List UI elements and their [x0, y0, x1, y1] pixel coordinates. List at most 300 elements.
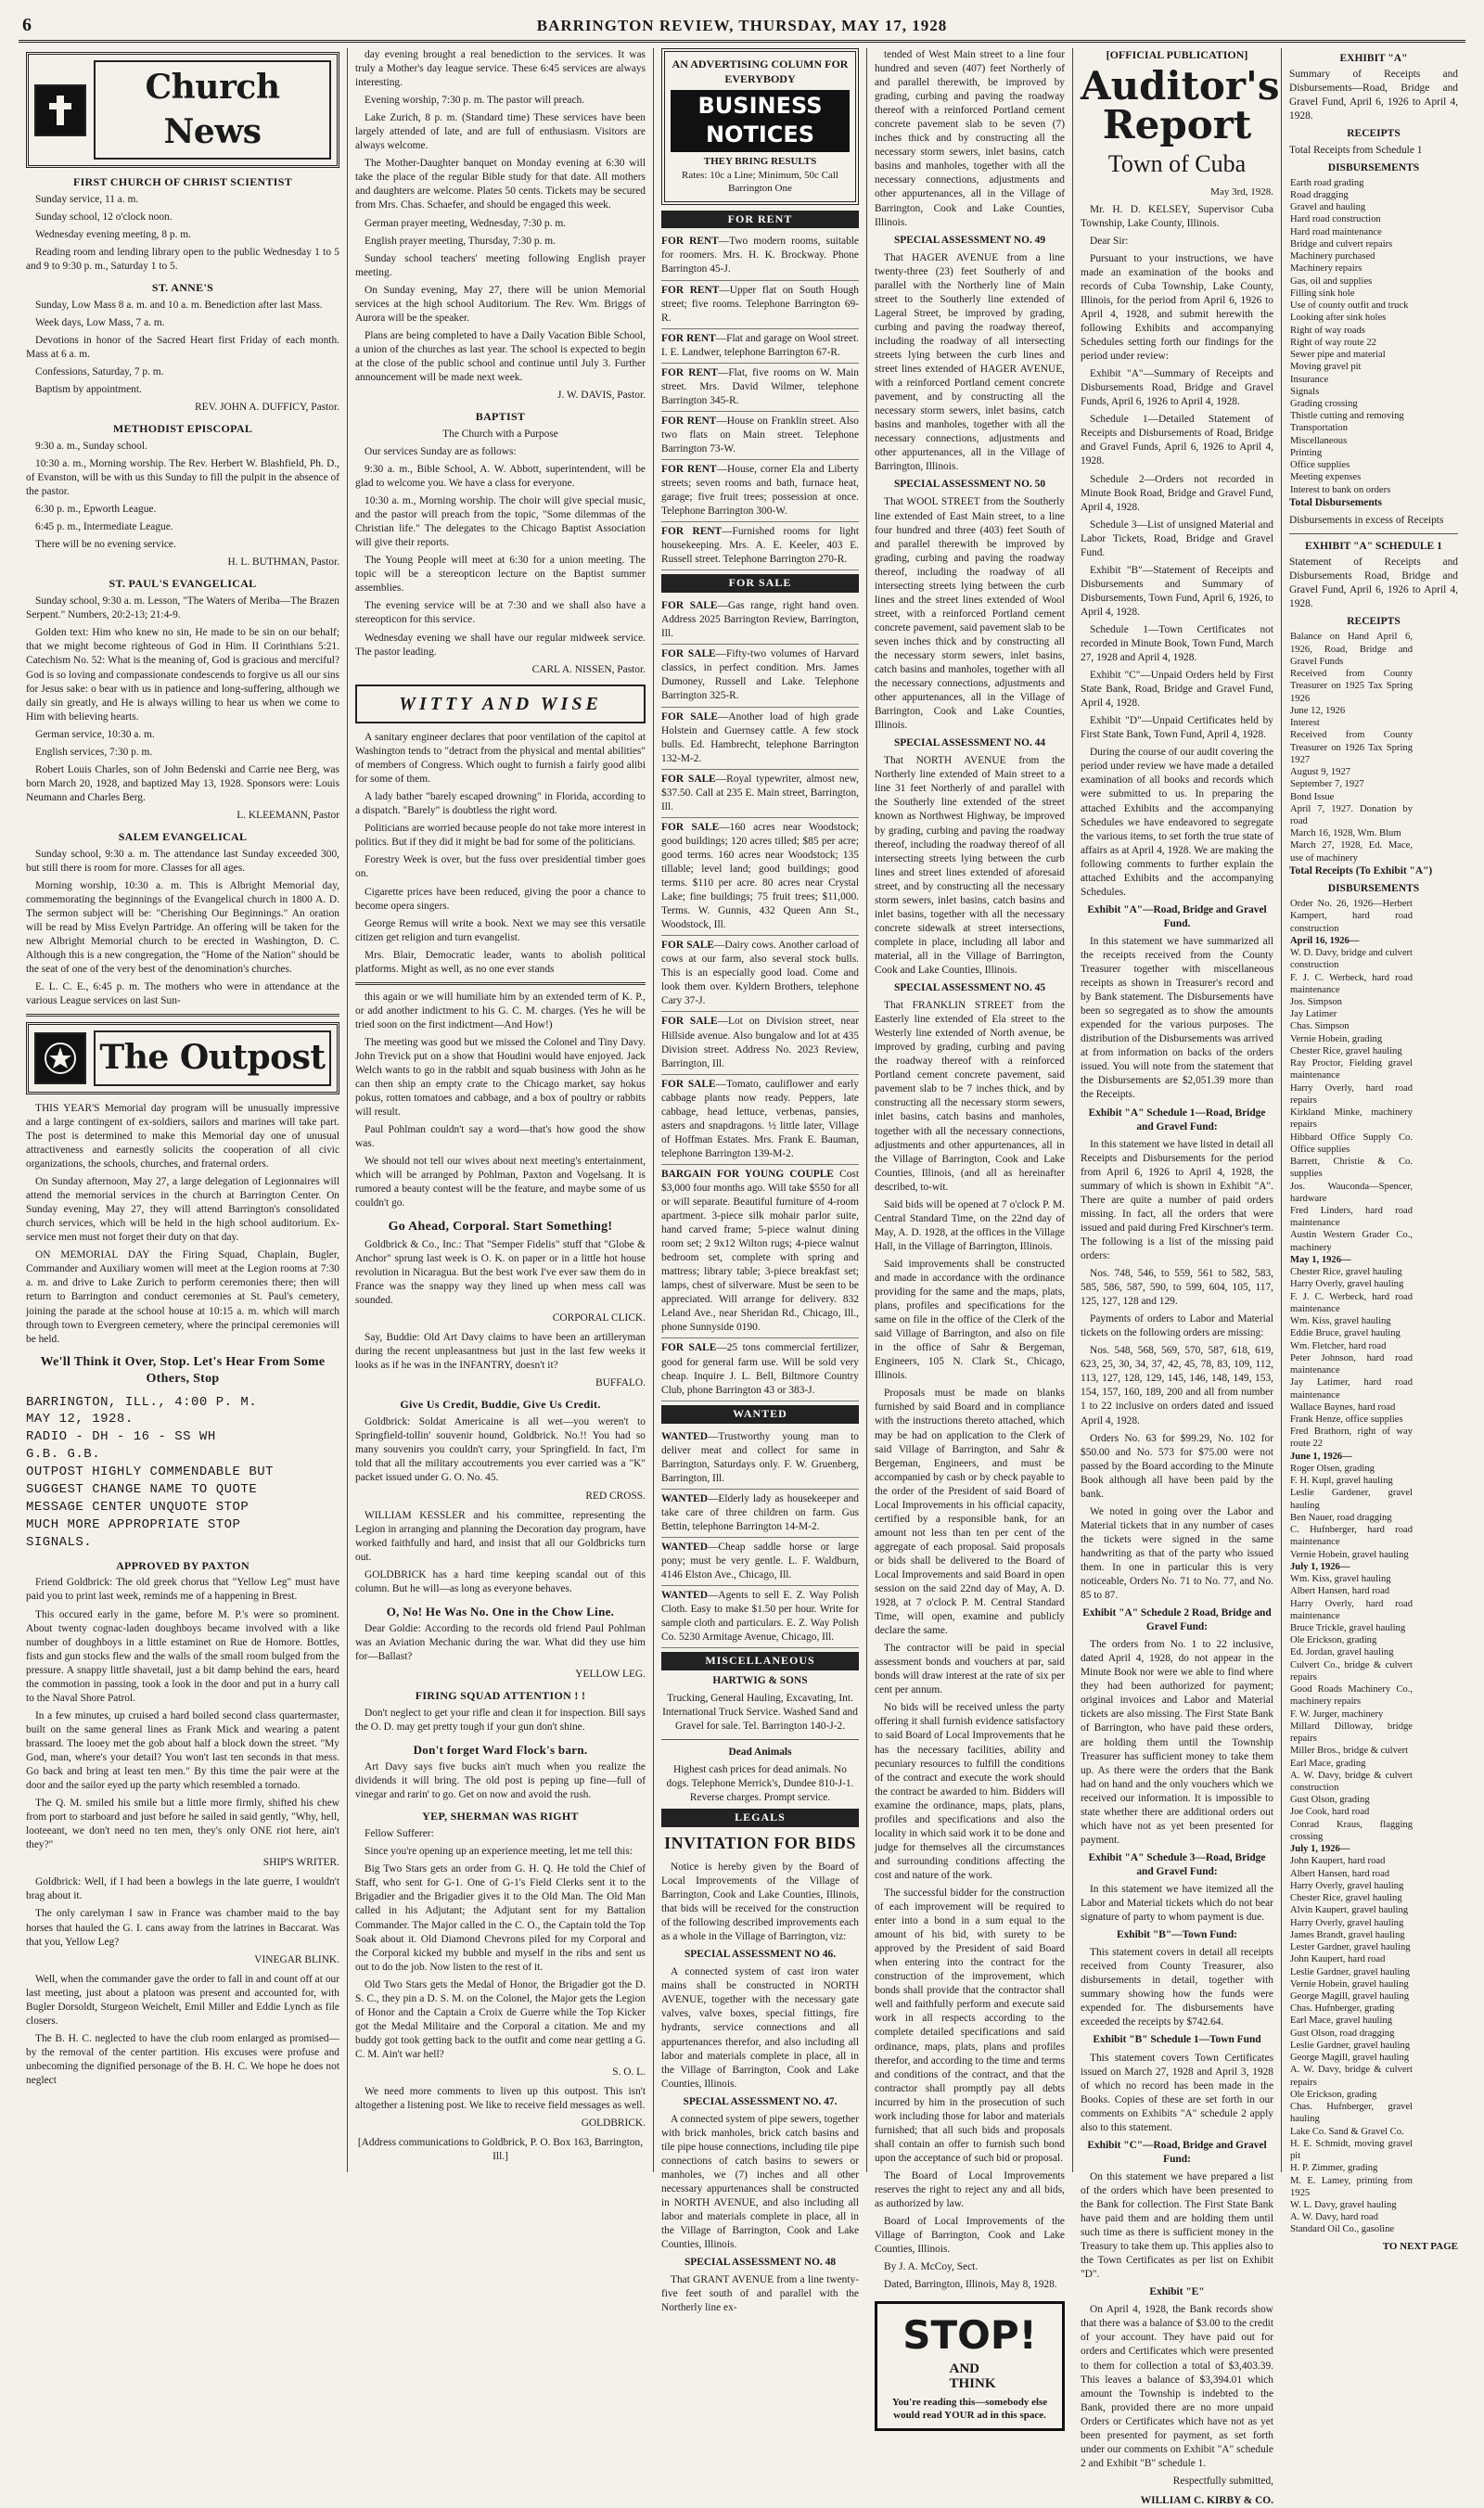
ledger-item: Chester Rice, gravel hauling — [1290, 1267, 1402, 1278]
ledger-amount — [1414, 1254, 1458, 1266]
ledger-amount — [1414, 1229, 1458, 1253]
subheading: The Church with a Purpose — [442, 428, 558, 440]
ledger-row — [1289, 1622, 1458, 1634]
ledger-amount — [1414, 1463, 1458, 1475]
ledger-amount — [1414, 288, 1458, 300]
text-line: Politicians are worried because people do not take more interest in politics. But if they did it might be bad for some of the politicians. — [355, 823, 646, 849]
ledger-amount — [1414, 2015, 1458, 2027]
text-line: Well, when the commander gave the order to fall in and count off at our last meeting, just about a platoon was present and accounted for, with Bugler Dorsoldt, Sturgeon Weichelt, Emil Miller and Eddie Lynch as file closers. — [26, 1973, 339, 2027]
ledger-row — [1289, 213, 1458, 225]
ledger-row — [1289, 1254, 1458, 1266]
ledger-item: Wm. Fletcher, hard road — [1290, 1340, 1387, 1351]
column-auditor-report — [1073, 48, 1282, 2506]
section-heading: ST. PAUL'S EVANGELICAL — [109, 577, 257, 591]
column-ledger — [1282, 48, 1465, 2252]
section-bar: LEGALS — [661, 1809, 859, 1827]
text-line: On Sunday afternoon, May 27, a large delegation of Legionnaires will attend the memorial services in the church at Barrington Center. On Sunday evening, May 27, they will attend Barrington's consolidated church services, which will be held in the high school auditorium. Ex-service men must not forget their duty on that day. — [26, 1176, 339, 1244]
ledger-amount — [1414, 1376, 1458, 1401]
text-line: The evening service will be at 7:30 and we shall also have a stereopticon for this service. — [355, 600, 646, 626]
ledger-item: Harry Overly, gravel hauling — [1290, 1880, 1404, 1891]
salem-lines — [26, 848, 339, 1009]
firing-paragraph: Don't neglect to get your rifle and clean it for inspection. Bill says the O. D. may get pretty tough if your gun don't shine. — [355, 1708, 646, 1734]
ledger-item: June 12, 1926 — [1290, 705, 1346, 716]
ledger-item: Gust Olson, grading — [1290, 1795, 1370, 1806]
ledger-item: Vernie Hobein, gravel hauling — [1290, 1978, 1409, 1990]
ledger-amount — [1414, 1561, 1458, 1573]
ledger-amount — [1414, 898, 1458, 935]
ledger-row — [1289, 262, 1458, 275]
ledger-row — [1289, 668, 1458, 705]
ledger-item: Harry Overly, gravel hauling — [1290, 1279, 1404, 1290]
st-pauls-lines — [26, 595, 339, 805]
ledger-item: H. E. Schmidt, moving gravel pit — [1290, 2138, 1413, 2162]
ledger-amount — [1414, 827, 1458, 839]
signature: CORPORAL CLICK. — [552, 1312, 646, 1324]
ledger-row — [1289, 226, 1458, 238]
text-line: Exhibit "B" Schedule 1—Town Fund — [1093, 2034, 1261, 2046]
cross-icon — [34, 84, 86, 136]
ledger-amount — [1414, 410, 1458, 422]
ledger-row — [1289, 1451, 1458, 1463]
ledger-item: Wallace Baynes, hard road — [1290, 1401, 1396, 1413]
text-line: George Remus will write a book. Next we may see this versatile citizen get religion and turn evangelist. — [355, 917, 646, 943]
ledger-amount — [1414, 2101, 1458, 2125]
ledger-item: Signals — [1290, 386, 1320, 397]
ledger-row — [1289, 1205, 1458, 1229]
ledger-item: Transportation — [1290, 423, 1348, 434]
ledger-row — [1289, 2089, 1458, 2101]
legion-emblem-icon — [34, 1032, 86, 1084]
text-line: Orders No. 63 for $99.29, No. 102 for $50.00 and No. 573 for $75.00 were not passed by the Board according to the Minute Book although all have been paid by the bank. — [1081, 1432, 1273, 1500]
ledger-amount — [1414, 1181, 1458, 1205]
ledger-row — [1289, 1659, 1458, 1683]
text-line: The only carelyman I saw in France was chamber maid to the bay horses that hauled the G. I. cans away from the latrines in Baccarat. Was that you, Yellow Leg? — [26, 1908, 339, 1948]
pastor-signature: H. L. BUTHMAN, Pastor. — [227, 557, 339, 569]
ledger-item: Ole Erickson, grading — [1290, 2089, 1377, 2100]
ledger-item: W. L. Davy, gravel hauling — [1290, 2199, 1397, 2210]
ledger-row — [1289, 459, 1458, 471]
text-line: Paul Pohlman couldn't say a word—that's how good the show was. — [355, 1124, 646, 1150]
pastor-signature: L. KLEEMANN, Pastor — [237, 809, 339, 821]
ledger-amount — [1414, 177, 1458, 189]
ledger-row — [1289, 839, 1458, 864]
text-line: Goldbrick & Co., Inc.: That "Semper Fidelis" stuff that "Globe & Anchor" sprung last week is O. K. on paper or in a little hot house revolution in Nicaragua. But the best work I've ever saw them do in France was the snappy way they lined up when mess call was sounded. — [355, 1238, 646, 1307]
ledger-amount — [1414, 250, 1458, 262]
ledger-item: Jay Latimer — [1290, 1009, 1337, 1020]
first-church-lines — [26, 193, 339, 274]
ledger-item: March 27, 1928, Ed. Mace, use of machinery — [1290, 840, 1413, 864]
ledger-row — [1289, 1634, 1458, 1646]
text-line: BARGAIN FOR YOUNG COUPLE Cost $3,000 four months ago. Will take $550 for all or will separate. Beautiful furniture of 4-room apartment. 3-piece silk mohair parlor suite, hand carved frame; 5-piece walnut dining room set; 2 9x12 Wilton rugs; 4-piece walnut bedroom set, complete with spring and mattress; library table; 3-piece breakfast set; lamps, chest of silverware. Must be seen to be appreciated. Will arrange for delivery. 832 Leland Ave., near Sheridan Rd., Chicago, Ill., phone Sunnyside 0190. — [661, 1165, 859, 1339]
text-line: Nos. 548, 568, 569, 570, 587, 618, 619, 623, 25, 30, 34, 37, 42, 45, 78, 83, 109, 112, 113, 127, 128, 129, 145, 146, 148, 149, 153, 154, 157, 160, 189, 200 and all from number 1 to 22 inclusive on orders dated and issued April 4, 1928. — [1081, 1345, 1273, 1427]
ledger-item: John Kaupert, hard road — [1290, 1856, 1386, 1867]
text-line: Sunday school teachers' meeting following English prayer meeting. — [355, 252, 646, 278]
ledger-item: Jay Latimer, hard road maintenance — [1290, 1377, 1413, 1401]
church-news-header — [26, 52, 339, 168]
text-line: SPECIAL ASSESSMENT NO 46. — [684, 1949, 837, 1961]
exhibit-subtitle: Summary of Receipts and Disbursements—Road, Bridge and Gravel Fund, April 6, 1926 to April 4, 1928. — [1289, 69, 1458, 122]
ledger-row — [1289, 1020, 1458, 1032]
ledger-row — [1289, 201, 1458, 213]
ledger-row — [1289, 471, 1458, 483]
banner-rates: Rates: 10c a Line; Minimum, 50c Call Barrington One — [682, 169, 838, 195]
ledger-row — [1289, 288, 1458, 300]
ledger-amount — [1414, 1291, 1458, 1315]
ledger-item: Received from County Treasurer on 1926 Tax Spring 1927 — [1290, 730, 1413, 765]
text-line: Sunday school, 12 o'clock noon. — [35, 211, 173, 223]
text-line: The successful bidder for the construction of each improvement will be required to enter into a bond in a sum equal to the amount of his bid, with surety to be approved by the President of said Board when entering into the contract for the construction of the improvement, which bonds shall provide that the contractor shall well and faithfully perform and execute said work in all respects according to the complete detailed specifications and said ordinance, maps, plats, plans and profiles therefor, and according to the time and terms and conditions of the contract, and that the contractor shall promptly pay all debts incurred by him in the prosecution of such work including those for labor and materials furnished; that all such bids and proposals shall contain an offer to furnish such bond upon the acceptance of such bid or proposal. — [875, 1887, 1065, 2164]
ledger-amount — [1414, 2052, 1458, 2064]
section-heading: ST. ANNE'S — [151, 281, 214, 295]
text-line: English services, 7:30 p. m. — [35, 746, 153, 758]
text-line: Sunday school, 9:30 a. m. Lesson, "The Waters of Meriba—The Brazen Serpent." Numbers, 20:2-13; 21:4-9. — [26, 595, 339, 621]
text-line: Schedule 3—List of unsigned Material and Labor Tickets, Road, Bridge and Gravel Fund. — [1081, 518, 1273, 558]
ledger-item: Jos. Simpson — [1290, 997, 1342, 1008]
ledger-amount — [1414, 435, 1458, 447]
ledger-amount — [1414, 262, 1458, 275]
ledger-row — [1289, 1549, 1458, 1561]
ledger-row — [1289, 447, 1458, 459]
ledger-row — [1289, 1475, 1458, 1487]
text-line: SUGGEST CHANGE NAME TO QUOTE — [26, 1482, 258, 1498]
ledger-row — [1289, 1266, 1458, 1278]
ledger-item: John Kaupert, hard road — [1290, 1954, 1386, 1965]
section-heading: METHODIST EPISCOPAL — [112, 422, 253, 436]
ledger-amount — [1414, 2211, 1458, 2223]
ledger-amount — [1414, 1512, 1458, 1524]
flock-paragraph: Art Davy says five bucks ain't much when you realize the dividends it will bring. The old post is peping up fine—full of vinegar and rarin' to go. Get on now and avoid the rush. — [355, 1761, 646, 1801]
ledger-item: April 7, 1927. Donation by road — [1290, 803, 1413, 826]
text-line: Week days, Low Mass, 7 a. m. — [35, 316, 165, 328]
ledger-amount — [1414, 2040, 1458, 2052]
ledger-row — [1289, 1941, 1458, 1953]
ledger-amount — [1414, 1327, 1458, 1339]
ledger-row — [1289, 2211, 1458, 2223]
ledger-row — [1289, 2028, 1458, 2040]
for-sale-list — [661, 596, 859, 1401]
ledger-row — [1289, 1683, 1458, 1708]
text-line: In this statement we have itemized all the Labor and Material tickets which do not bear signature of party to whom payment is due. — [1081, 1884, 1273, 1924]
text-line: Sunday service, 11 a. m. — [35, 193, 139, 205]
text-line: The Young People will meet at 6:30 for a union meeting. The topic will be a stereopticon lecture on the Baptist summer assemblies. — [355, 555, 646, 595]
text-line: That GRANT AVENUE from a line twenty-five feet south of and parallel with the Northerly line ex- — [661, 2274, 859, 2314]
schedule-receipts-table — [1289, 631, 1458, 864]
ledger-amount — [1414, 996, 1458, 1008]
chow-paragraph: Dear Goldie: According to the records old friend Paul Pohlman was an Aviation Mechanic during the war. What did they use him for—Ballast? — [355, 1622, 646, 1663]
total-disbursements: Total Disbursements — [1289, 496, 1382, 508]
text-line: FOR SALE—Dairy cows. Another carload of cows at our farm, also several stock bulls. This is an especially good load. Come and look them over. Kyldern Brothers, telephone Cary 37-J. — [661, 936, 859, 1012]
text-line: FOR SALE—25 tons commercial fertilizer, good for general farm use. Will be sold very cheap. Inquire J. L. Bell, Biltmore Country Club, phone Barrington 43 or 383-J. — [661, 1338, 859, 1401]
ledger-amount — [1414, 1855, 1458, 1867]
ledger-row — [1289, 2175, 1458, 2199]
ledger-item: Leslie Gardner, gravel hauling — [1290, 2040, 1411, 2051]
ledger-row — [1289, 1229, 1458, 1253]
text-line: Morning worship, 10:30 a. m. This is Albright Memorial day, commemorating the beginnings of the Evangelical church in 1800 A. D. The sermon subject will be: "Cherishing Our Beginnings." An oration will be read by Miss Evelyn Partridge. An offering will be taken for the new Albright Memorial church to be erected in Washington, D. C. Although this is a new congregation, the "Home of the Nation" should be the seat of one of the very best of the denomination's churches. — [26, 879, 339, 976]
ledger-item: Lester Gardner, gravel hauling — [1290, 1942, 1411, 1953]
ledger-amount — [1414, 2223, 1458, 2235]
text-line: SPECIAL ASSESSMENT NO. 44 — [893, 737, 1046, 749]
ledger-amount — [1414, 1573, 1458, 1585]
ledger-amount — [1414, 275, 1458, 288]
credit-paragraph: Goldbrick: Soldat Americaine is all wet—you weren't to Springfield-tollin' souvenir hound, Goldbrick. No.!! You had so many souvenirs you couldn't carry, your Springfield. In fact, I'm told that all the military accoutrements you ever carried was a "K" packet issued under G. O. No. 45. — [355, 1416, 646, 1484]
ledger-item: Vernie Hobein, grading — [1290, 1033, 1383, 1044]
text-line: SPECIAL ASSESSMENT NO. 49 — [893, 234, 1046, 246]
sherman-paragraphs — [355, 1827, 646, 2062]
section-heading: APPROVED BY PAXTON — [116, 1558, 249, 1572]
ledger-row — [1289, 1107, 1458, 1131]
ledger-amount — [1414, 1475, 1458, 1487]
ledger-item: Chas. Simpson — [1290, 1021, 1350, 1032]
signature: GOLDBRICK. — [581, 2118, 646, 2130]
radio-telegram — [26, 1394, 339, 1552]
ledger-item: Fred Linders, hard road maintenance — [1290, 1206, 1413, 1229]
text-line: FOR SALE—Another load of high grade Holstein and Guernsey cattle. A few stock bulls. Ed. Hambrecht, telephone Barrington 132-M-2. — [661, 708, 859, 770]
text-line: This statement covers in detail all receipts received from County Treasurer, also disbursements in detail, together with summary showing how the funds were expended for. The disbursements have exceeded the receipts by $742.64. — [1081, 1947, 1273, 2028]
ledger-item: Vernie Hobein, gravel hauling — [1290, 1549, 1409, 1560]
witty-paragraphs — [355, 731, 646, 977]
hartwig-text: Trucking, General Hauling, Excavating, Int. International Truck Service. Washed Sand and Gravel for sale. Tel. Barrington 140-J-2. — [662, 1693, 858, 1733]
ledger-item: Miller Bros., bridge & culvert — [1290, 1746, 1409, 1757]
ledger-row — [1289, 947, 1458, 971]
ledger-row — [1289, 1868, 1458, 1880]
text-line: That HAGER AVENUE from a line twenty-three (23) feet Southerly of and parallel with the Northerly line of Main street to the Southerly line extended of Lageral Street, be improved by grading, curbing and paving the roadway thereof, including the roadway of all intersecting streets lying between the curb lines and street lines extended of HAGER AVENUE, with a reinforced Portland cement concrete pavement, and by constructing all the necessary storm sewers, inlet basins, catch basins and manholes, together with all the necessary connections, adjustments and other appurtenances, all in the Village of Barrington, Illinois. — [875, 251, 1065, 473]
baptist-paragraphs — [355, 445, 646, 659]
text-line: this again or we will humiliate him by an extended term of K. P., or add another indictment to his G. C. M. charges. (Yes he will be tried soon on the first indictment—And How!) — [355, 991, 646, 1030]
ledger-item: August 9, 1927 — [1290, 767, 1351, 778]
ledger-item: Ed. Jordan, gravel hauling — [1290, 1647, 1394, 1658]
ledger-amount — [1414, 791, 1458, 803]
ledger-amount — [1414, 1683, 1458, 1708]
text-line: Said bids will be opened at 7 o'clock P. M. Central Standard Time, on the 22nd day of May, A. D. 1928, at the offices in the Village Hall, in the Village of Barrington, Illinois. — [875, 1198, 1065, 1252]
text-line: A lady bather "barely escaped drowning" in Florida, according to a dispatch. "Barely" is doubtless the right word. — [355, 791, 646, 817]
page-number: 6 — [22, 15, 32, 35]
signature: S. O. L. — [612, 2066, 646, 2078]
ledger-row — [1289, 422, 1458, 434]
text-line: SIGNALS. — [26, 1534, 93, 1550]
ledger-item: Bruce Trickle, gravel hauling — [1290, 1622, 1406, 1633]
ledger-row — [1289, 2015, 1458, 2027]
ledger-amount — [1414, 1082, 1458, 1107]
ledger-amount — [1414, 1205, 1458, 1229]
buddie-paragraph: Say, Buddie: Old Art Davy claims to have been an artilleryman during the recent unpleasantness but just in the last few weeks it looks as if he was in the INFANTRY, doesn't it? — [355, 1332, 646, 1372]
ledger-item: Grading crossing — [1290, 398, 1358, 409]
text-line: Since you're opening up an experience meeting, let me tell this: — [365, 1846, 633, 1858]
ledger-amount — [1414, 1057, 1458, 1081]
ledger-amount — [1414, 1868, 1458, 1880]
text-line: This statement covers Town Certificates issued on March 27, 1928 and April 3, 1928 of which no record has been made in the Books. Copies of these are set forth in our comments on Exhibits "A" schedule 2 apply also to this statement. — [1081, 2052, 1273, 2133]
town-title: Town of Cuba — [1107, 149, 1247, 177]
text-line: E. L. C. E., 6:45 p. m. The mothers who were in attendance at the various League services on last Sun- — [26, 981, 339, 1007]
ledger-item: Ben Nauer, road dragging — [1290, 1512, 1392, 1523]
ledger-row — [1289, 1278, 1458, 1290]
ledger-item: A. W. Davy, bridge & culvert construction — [1290, 1770, 1413, 1794]
text-line: day evening brought a real benediction to the services. It was truly a Mother's day league service. These 6:45 services are always interesting. — [355, 49, 646, 89]
ledger-amount — [1414, 1917, 1458, 1929]
church-news-title: Church News — [94, 60, 331, 160]
ledger-row — [1289, 717, 1458, 729]
ledger-item: Peter Johnson, hard road maintenance — [1290, 1352, 1413, 1376]
ledger-amount — [1414, 471, 1458, 483]
outpost-end-paragraphs — [26, 1973, 339, 2088]
text-line: 10:30 a. m., Morning worship. The Rev. Herbert W. Blashfield, Ph. D., of Evanston, will be with us this Sunday to fill the pulpit in the absence of the pastor. — [26, 458, 339, 498]
ledger-item: Insurance — [1290, 374, 1329, 385]
column-assessments — [867, 48, 1073, 2422]
text-line: Payments of orders to Labor and Material tickets on the following orders are missing: — [1081, 1313, 1273, 1339]
text-line: German service, 10:30 a. m. — [35, 728, 155, 740]
ledger-item: Leslie Gardner, gravel hauling — [1290, 1966, 1411, 1977]
ledger-amount — [1414, 2064, 1458, 2088]
ledger-amount — [1414, 1966, 1458, 1978]
ledger-item: Office supplies — [1290, 460, 1350, 471]
ledger-amount — [1414, 1266, 1458, 1278]
ledger-row — [1289, 935, 1458, 947]
text-line: Exhibit "B"—Town Fund: — [1117, 1929, 1237, 1941]
text-line: Reading room and lending library open to the public Wednesday 1 to 5 and 9 to 9:30 p. m., Saturday 1 to 5. — [26, 247, 339, 273]
text-line: WANTED—Elderly lady as housekeeper and take care of three children on farm. Gus Bettin, telephone Barrington 14-M-2. — [661, 1490, 859, 1538]
ledger-row — [1289, 1880, 1458, 1892]
auditor-report-title: Auditor's Report — [1081, 62, 1280, 147]
ledger-item: Chester Rice, gravel hauling — [1290, 1893, 1402, 1904]
text-line: BARRINGTON, ILL., 4:00 P. M. — [26, 1394, 258, 1410]
ledger-amount — [1414, 226, 1458, 238]
ledger-amount — [1414, 1352, 1458, 1376]
ledger-row — [1289, 1561, 1458, 1573]
ledger-row — [1289, 1487, 1458, 1511]
text-line: 6:45 p. m., Intermediate League. — [35, 521, 173, 533]
ledger-row — [1289, 1953, 1458, 1965]
kessler-paragraph: WILLIAM KESSLER and his committee, representing the Legion in arranging and planning the Decoration day program, have worked faithfully and hard, and insist that all our Goldbricks turn out. — [355, 1509, 646, 1563]
ledger-amount — [1414, 1156, 1458, 1180]
text-line: FOR SALE—160 acres near Woodstock; good buildings; 120 acres tilled; $85 per acre; good terms. 160 acres near Woodstock; 135 tillable; level land; good buildings; good terms. $110 per acre. 80 acres near Crystal Lake; fine buildings; 75 fruit trees; $11,000. Terms. W. Gunnis, 432 Queen Ann St., Woodstock, Ill. — [661, 818, 859, 936]
text-line: Exhibit "B"—Statement of Receipts and Disbursements and Summary of Disbursements, Town Fund, April 6, 1926, to April 4, 1928. — [1081, 564, 1273, 618]
text-line: The B. H. C. neglected to have the club room enlarged as promised—by the removal of the center partition. His excuses were profuse and unbecoming the dignified personage of the B. H. C. We hope he does not neglect — [26, 2032, 339, 2086]
ledger-row — [1289, 484, 1458, 496]
section-heading: SALEM EVANGELICAL — [118, 829, 248, 843]
text-line: Proposals must be made on blanks furnished by said Board and in compliance with the instructions thereto attached, which may be had on application to the Clerk of said Village of Barrington, and Sahr & Bergeman, Engineers, and must be accompanied by cash or by check payable to the order of the President of said Board of Local Improvements in his official capacity, certified by a responsible bank, for an amount not less than ten per cent of the aggregate of each proposal. Said proposals or bids shall be delivered to the Board of Local Improvements and said Board in open session on the said 22nd day of May, A. D. 1928, at 7 o'clock P. M. Central Standard Time, will open, examine and publicly declare the same. — [875, 1388, 1065, 1637]
ledger-item: Road dragging — [1290, 189, 1349, 200]
text-line: Evening worship, 7:30 p. m. The pastor will preach. — [365, 95, 585, 107]
ledger-row — [1289, 2003, 1458, 2015]
ledger-amount — [1414, 2003, 1458, 2015]
ledger-row — [1289, 2138, 1458, 2162]
ledger-amount — [1414, 1045, 1458, 1057]
ledger-item: Received from County Treasurer on 1925 Tax Spring 1926 — [1290, 669, 1413, 704]
signature: BUFFALO. — [595, 1377, 646, 1389]
ledger-row — [1289, 1524, 1458, 1548]
ledger-row — [1289, 1352, 1458, 1376]
ledger-amount — [1414, 213, 1458, 225]
masthead — [19, 13, 1465, 43]
text-line: Exhibit "A" Schedule 2 Road, Bridge and Gravel Fund: — [1082, 1607, 1272, 1633]
section-bar: WANTED — [661, 1405, 859, 1424]
ledger-item: George Magill, gravel hauling — [1290, 1991, 1410, 2002]
disbursement-table — [1289, 177, 1458, 496]
text-line: On April 4, 1928, the Bank records show that there was a balance of $3.00 to the credit of your account. They have paid out for orders and Certificates which were presented to them for collection a total of $3,403.39. This leaves a balance of $3,394.01 which amount the Township is indebted to the Bank, provided there are no more unpaid Orders or Certificates which have not as yet been presented for payment, as set forth under our comments on Exhibit "A" schedule 2 and Exhibit "B" schedule 1. — [1081, 2304, 1273, 2469]
ledger-row — [1289, 766, 1458, 778]
goldbrick-paragraph: GOLDBRICK has a hard time keeping scandal out of this column. But he will—as long as everyone behaves. — [355, 1568, 646, 1594]
ledger-amount — [1414, 1941, 1458, 1953]
ledger-amount — [1414, 1806, 1458, 1818]
ledger-row — [1289, 2101, 1458, 2125]
text-line: The Q. M. smiled his smile but a little more firmly, shifted his chew from port to starboard and just before he sailed in said gently, "Why, hell, looteeant, we don't need no ten men, they's only ONE riot here, ain't they?" — [26, 1798, 339, 1851]
text-line: Mrs. Blair, Democratic leader, wants to abolish political platforms. Might as well, as no one ever stands — [355, 949, 646, 975]
ledger-row — [1289, 2040, 1458, 2052]
text-line: Devotions in honor of the Sacred Heart first Friday of each month. Mass at 6 a. m. — [26, 335, 339, 361]
ledger-amount — [1414, 1585, 1458, 1597]
text-line: A sanitary engineer declares that poor ventilation of the capitol at Washington tends to "detract from the physical and mental abilities" of members of Congress. Which ought to furnish a fairly good alibi for some of them. — [355, 732, 646, 786]
text-line: WANTED—Trustworthy young man to deliver meat and collect for same in Barrington, Saturdays only. F. W. Gruenberg, Barrington, Ill. — [661, 1427, 859, 1490]
text-line: No bids will be received unless the party offering it shall furnish evidence satisfactory to said Board of Local Improvements that he has the necessary facilities, ability and pecuniary resources to fulfill the conditions of the contract and execute the work should the contract be awarded to him. Bidders will examine the ordinance, maps, plats, plans, profiles and specifications and also the locality in which said work it to be done and judge for themselves all the circumstances and surrounding conditions affecting the cost and nature of the work. — [875, 1702, 1065, 1881]
ledger-row — [1289, 1132, 1458, 1156]
ledger-amount — [1414, 803, 1458, 827]
signature: VINEGAR BLINK. — [254, 1953, 339, 1965]
ledger-item: Conrad Kraus, flagging crossing — [1290, 1819, 1413, 1842]
ledger-item: Chester Rice, gravel hauling — [1290, 1045, 1402, 1056]
ledger-amount — [1414, 374, 1458, 386]
pastor-signature: REV. JOHN A. DUFFICY, Pastor. — [195, 402, 339, 414]
ledger-item: W. D. Davy, bridge and culvert construction — [1290, 948, 1413, 971]
ledger-amount — [1414, 312, 1458, 324]
ledger-item: April 16, 1926— — [1290, 935, 1360, 946]
text-line: Our services Sunday are as follows: — [365, 445, 517, 457]
ledger-row — [1289, 1426, 1458, 1450]
page-title: BARRINGTON REVIEW, THURSDAY, MAY 17, 1928 — [536, 16, 948, 34]
stop-text: STOP! — [902, 2312, 1037, 2359]
text-line: English prayer meeting, Thursday, 7:30 p. m. — [365, 235, 556, 247]
receipts-heading: RECEIPTS — [1347, 128, 1401, 140]
ledger-row — [1289, 374, 1458, 386]
report-date: May 3rd, 1928. — [1210, 186, 1273, 198]
think-text — [949, 2361, 995, 2392]
ledger-amount — [1414, 1008, 1458, 1020]
stop-think-ad — [875, 2301, 1065, 2430]
assessment-paragraphs — [875, 48, 1065, 2292]
ledger-row — [1289, 1966, 1458, 1978]
ledger-item: Frank Henze, office supplies — [1290, 1414, 1403, 1425]
ledger-row — [1289, 398, 1458, 410]
text-line: Exhibit "A" Schedule 1—Road, Bridge and Gravel Fund: — [1088, 1107, 1266, 1132]
text-line: 9:30 a. m., Bible School, A. W. Abbott, superintendent, will be glad to welcome you. We have a class for everyone. — [355, 464, 646, 490]
ledger-amount — [1414, 1598, 1458, 1622]
ledger-row — [1289, 1327, 1458, 1339]
text-line: A connected system of pipe sewers, together with brick manholes, brick catch basins and tile pipe house connections, including tile pipe connections of catch basins to sewers or manholes, we (7) inches and all other necessary appurtenances shall be constructed in NORTH AVENUE, and also including all labor and materials complete in place, all in the Village of Barrington, Cook and Lake Counties, Illinois. — [661, 2113, 859, 2251]
text-line: SPECIAL ASSESSMENT NO. 48 — [684, 2257, 837, 2269]
text-line: Wednesday evening we shall have our regular midweek service. The pastor leading. — [355, 632, 646, 658]
text-line: SPECIAL ASSESSMENT NO. 47. — [683, 2095, 838, 2107]
auditor-paragraphs — [1081, 252, 1273, 2471]
ledger-row — [1289, 705, 1458, 717]
witty-wise-title: WITTY AND WISE — [355, 685, 646, 723]
ledger-row — [1289, 1585, 1458, 1597]
text-line: During the course of our audit covering the period under review we have made a detailed examination of all books and records which were submitted to us. In preparing the attached Exhibits and the accompanying Schedules we have endeavored to segregate the various items, to set forth the true state of affairs as at April 4, 1928. We are making the following comments to further explain the attached Exhibits and the accompanying Schedules. — [1081, 747, 1273, 898]
ledger-item: Good Roads Machinery Co., machinery repairs — [1290, 1684, 1413, 1708]
text-line: German prayer meeting, Wednesday, 7:30 p. m. — [365, 217, 567, 229]
outpost-header — [26, 1022, 339, 1094]
ledger-amount — [1414, 398, 1458, 410]
auditor-signature: WILLIAM C. KIRBY & CO. — [1140, 2494, 1273, 2506]
ledger-item: Filling sink hole — [1290, 288, 1355, 299]
signature: J. W. DAVIS, Pastor. — [556, 390, 646, 402]
text-line: The Mother-Daughter banquet on Monday evening at 6:30 will take the place of the regular Bible study for that date. All mothers and daughters are welcome. Plates 50 cents. Tickets may be secured from Mrs. Chas. Schaefer, and should be engaged this week. — [355, 158, 646, 211]
ledger-row — [1289, 250, 1458, 262]
hartwig-name: HARTWIG & SONS — [712, 1674, 808, 1686]
text-line: Dated, Barrington, Illinois, May 8, 1928. — [884, 2279, 1057, 2291]
ledger-row — [1289, 996, 1458, 1008]
ledger-item: Ray Proctor, Fielding gravel maintenance — [1290, 1058, 1413, 1081]
section-heading: YEP, SHERMAN WAS RIGHT — [422, 1810, 579, 1823]
receipts-total: Total Receipts from Schedule 1 — [1289, 144, 1423, 156]
ledger-amount — [1414, 1646, 1458, 1658]
